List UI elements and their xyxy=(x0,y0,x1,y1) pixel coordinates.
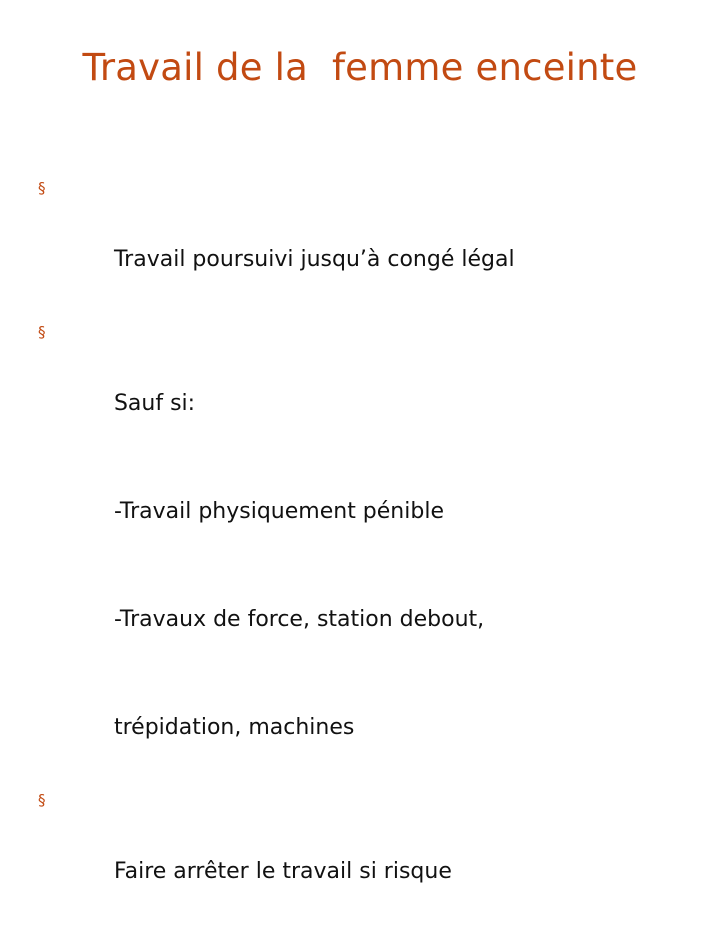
bullet-item xyxy=(38,314,698,458)
sub-item-text: -Travail physiquement pénible xyxy=(113,499,444,524)
bullet-text: Travail poursuivi jusqu’à congé légal xyxy=(113,247,515,272)
slide-body xyxy=(38,170,698,926)
bullet-marker: § xyxy=(38,791,46,809)
bullet-marker: § xyxy=(38,323,46,341)
bullet-item xyxy=(38,782,698,926)
sub-item-text: -Travaux de force, station debout, xyxy=(113,607,485,632)
sub-item-continuation xyxy=(38,674,698,782)
bullet-text: Sauf si: xyxy=(113,391,196,416)
sub-item-text: trépidation, machines xyxy=(113,715,355,740)
sub-item xyxy=(38,458,698,566)
sub-item xyxy=(38,566,698,674)
bullet-marker: § xyxy=(38,179,46,197)
slide-title: Travail de la femme enceinte xyxy=(82,46,638,89)
bullet-item xyxy=(38,170,698,314)
bullet-text: Faire arrêter le travail si risque xyxy=(113,859,452,884)
